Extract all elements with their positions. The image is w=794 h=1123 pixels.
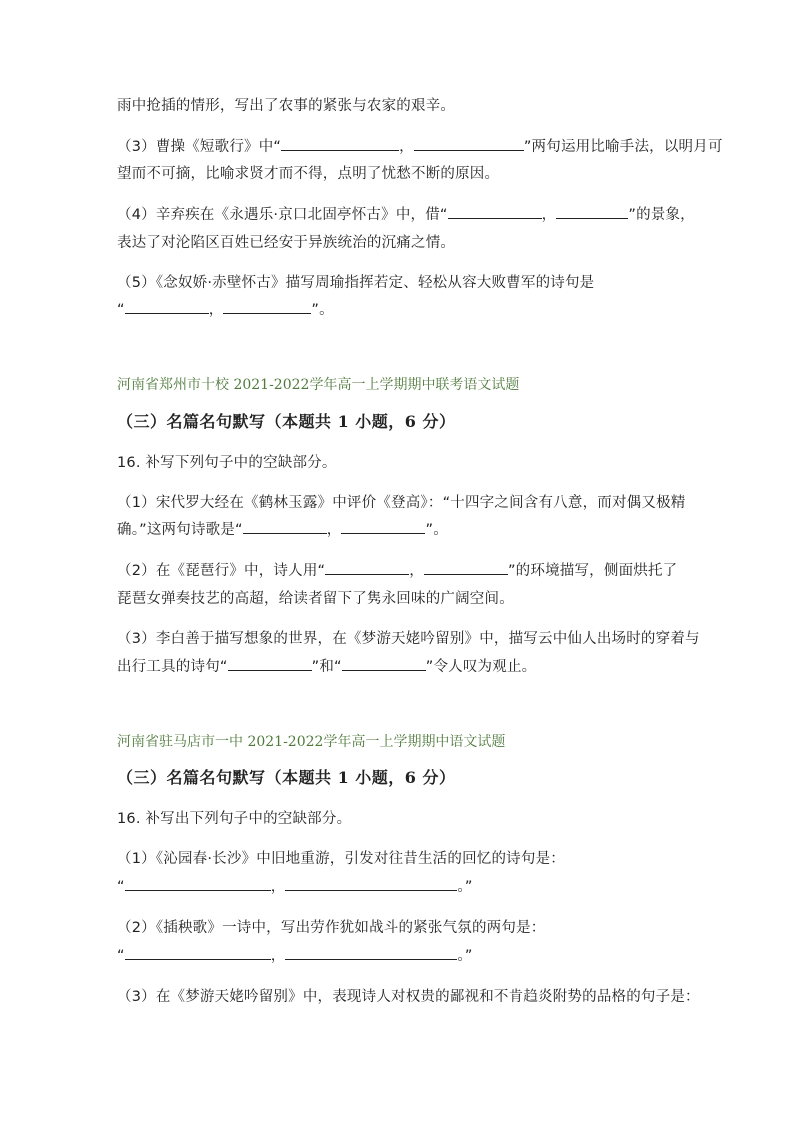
fill-in-question-line [117,520,448,540]
answer-blank[interactable] [125,300,209,314]
text-line: （1）宋代罗大经在《鹤林玉露》中评价《登高》：“十四字之间含有八意，而对偶又极精 [117,495,686,511]
source-title: 河南省驻马店市一中 2021-2022学年高一上学期期中语文试题 [117,734,506,750]
text-segment: ， [326,522,342,538]
text-line: 雨中抢插的情形，写出了农事的紧张与农家的艰辛。 [117,98,456,114]
question-number-line: 16. 补写下列句子中的空缺部分。 [117,455,337,471]
fill-in-question-line [117,300,334,320]
fill-in-question-line [117,561,677,581]
fill-in-question-line [117,205,695,225]
section-heading: （三）名篇名句默写（本题共 1 小题，6 分） [117,768,456,787]
answer-blank[interactable] [285,946,457,960]
answer-blank[interactable] [125,877,271,891]
answer-blank[interactable] [556,205,628,219]
answer-blank[interactable] [424,561,508,575]
fill-in-question-line [117,657,536,677]
text-segment: “ [117,879,125,895]
text-segment: （2）在《琵琶行》中，诗人用“ [117,563,326,579]
text-segment: ”的景象， [628,207,695,223]
text-line: （5）《念奴娇·赤壁怀古》描写周瑜指挥若定、轻松从容大败曹军的诗句是 [117,275,595,291]
fill-in-question-line [117,877,473,897]
answer-blank[interactable] [281,137,399,151]
text-line: 望而不可摘，比喻求贤才而不得，点明了忧愁不断的原因。 [117,166,500,182]
text-segment: ， [270,948,286,964]
text-segment: ， [541,207,557,223]
answer-blank[interactable] [448,205,542,219]
text-segment: ”的环境描写，侧面烘托了 [507,563,678,579]
answer-blank[interactable] [325,561,409,575]
text-segment: “ [117,948,125,964]
text-segment: 。” [457,879,473,895]
text-segment: ， [399,139,414,155]
fill-in-question-line [117,137,723,157]
text-segment: 出行工具的诗句“ [117,659,228,675]
text-segment: ”和“ [311,659,342,675]
answer-blank[interactable] [125,946,271,960]
section-heading: （三）名篇名句默写（本题共 1 小题，6 分） [117,412,456,431]
text-segment: ”。 [425,522,448,538]
answer-blank[interactable] [342,657,426,671]
text-segment: （4）辛弃疾在《永遇乐·京口北固亭怀古》中，借“ [117,207,448,223]
text-segment: ”两句运用比喻手法，以明月可 [523,139,723,155]
text-segment: 。” [457,948,473,964]
answer-blank[interactable] [228,657,312,671]
source-title: 河南省郑州市十校 2021-2022学年高一上学期期中联考语文试题 [117,377,520,393]
text-segment: ， [208,302,224,318]
text-segment: 确。”这两句诗歌是“ [117,522,243,538]
text-segment: ”。 [311,302,334,318]
answer-blank[interactable] [223,300,311,314]
text-line: 表达了对沦陷区百姓已经安于异族统治的沉痛之情。 [117,235,456,251]
text-line: （3）李白善于描写想象的世界，在《梦游天姥吟留别》中，描写云中仙人出场时的穿着与 [117,631,700,647]
question-number-line: 16. 补写出下列句子中的空缺部分。 [117,811,352,827]
answer-blank[interactable] [341,520,425,534]
answer-blank[interactable] [285,877,457,891]
text-segment: ， [409,563,424,579]
fill-in-question-line [117,946,473,966]
answer-blank[interactable] [414,137,524,151]
text-segment: ， [270,879,286,895]
text-segment: ”令人叹为观止。 [425,659,537,675]
text-line: 琵琶女弹奏技艺的高超，给读者留下了隽永回味的广阔空间。 [117,591,514,607]
text-segment: “ [117,302,125,318]
text-line: （3）在《梦游天姥吟留别》中，表现诗人对权贵的鄙视和不肯趋炎附势的品格的句子是： [117,989,700,1005]
text-segment: （3）曹操《短歌行》中“ [117,139,282,155]
text-line: （2）《插秧歌》一诗中，写出劳作犹如战斗的紧张气氛的两句是： [117,920,546,936]
answer-blank[interactable] [243,520,327,534]
text-line: （1）《沁园春·长沙》中旧地重游，引发对往昔生活的回忆的诗句是： [117,851,565,867]
